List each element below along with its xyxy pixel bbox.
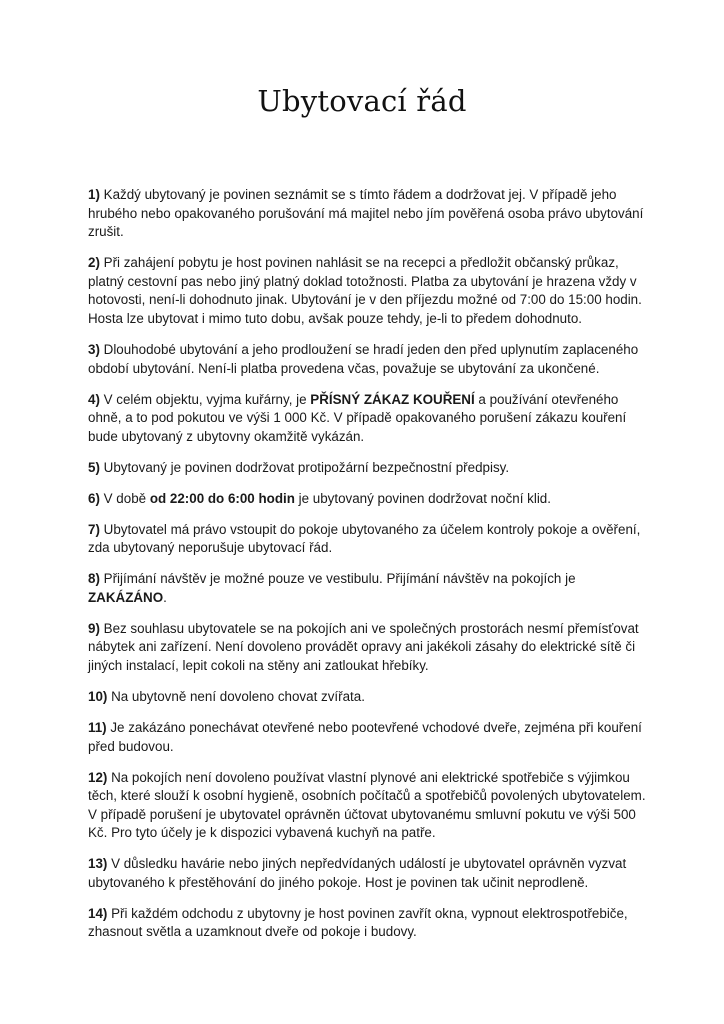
rule-item — [88, 620, 650, 676]
rule-text: Na pokojích není dovoleno používat vlastní plynové ani elektrické spotřebiče s výjimkou těch, které slouží k osobní hygieně, osobních počítačů a spotřebičů povolených ubytovatelem. V případě porušení je ubytovatel oprávněn účtovat ubytovanému smluvní pokutu ve výši 500 Kč. Pro tyto účely je k dispozici vybavená kuchyň na patře. — [88, 769, 646, 841]
rule-number: 7) — [88, 521, 100, 537]
rule-text: Každý ubytovaný je povinen seznámit se s tímto řádem a dodržovat jej. V případě jeho hrubého nebo opakovaného porušování má majitel nebo jím pověřená osoba právo ubytování zrušit. — [88, 187, 644, 240]
rule-number: 13) — [88, 856, 108, 872]
rule-item — [88, 769, 650, 843]
rule-number: 6) — [88, 490, 100, 506]
rule-item — [88, 855, 650, 892]
rule-text: V důsledku havárie nebo jiných nepředvídaných událostí je ubytovatel oprávněn vyzvat ubytovaného k přestěhování do jiného pokoje. Host je povinen tak učinit neprodleně. — [88, 856, 627, 890]
rule-number: 2) — [88, 255, 100, 271]
rule-number: 11) — [88, 719, 107, 735]
rule-text: a používání otevřeného ohně, a to pod pokutou ve výši 1 000 Kč. V případě opakovaného porušení zákazu kouření bude ubytovaný z ubytovny okamžitě vykázán. — [88, 391, 627, 444]
rule-number: 1) — [88, 187, 100, 202]
rule-text: Přijímání návštěv je možné pouze ve vestibulu. Přijímání návštěv na pokojích je — [99, 571, 576, 587]
rule-number: 4) — [88, 391, 100, 407]
rules-list — [88, 186, 650, 954]
rule-item — [88, 688, 650, 707]
rule-item — [88, 186, 650, 242]
rule-text: Při každém odchodu z ubytovny je host povinen zavřít okna, vypnout elektrospotřebiče, zhasnout světla a uzamknout dveře od pokoje i budovy. — [88, 905, 628, 940]
rule-item — [88, 459, 650, 478]
rule-text: Ubytovaný je povinen dodržovat protipožární bezpečnostní předpisy. — [99, 459, 510, 475]
rule-text: Dlouhodobé ubytování a jeho prodloužení se hradí jeden den před uplynutím zaplaceného období ubytování. Není-li platba provedena včas, považuje se ubytování za ukončené. — [88, 341, 639, 376]
rule-item — [88, 905, 650, 942]
rule-number: 5) — [88, 459, 100, 475]
rule-number: 3) — [88, 341, 100, 357]
rule-emphasis: PŘÍSNÝ ZÁKAZ KOUŘENÍ — [310, 391, 475, 407]
rule-text: V celém objektu, vyjma kuřárny, je — [99, 391, 311, 407]
rule-item — [88, 719, 650, 756]
rule-text: Je zakázáno ponechávat otevřené nebo pootevřené vchodové dveře, zejména při kouření před budovou. — [88, 719, 642, 754]
document-title: Ubytovací řád — [257, 84, 467, 118]
rule-text: Bez souhlasu ubytovatele se na pokojích ani ve společných prostorách nesmí přemísťovat nábytek ani zařízení. Není dovoleno provádět opravy ani jakékoli zásahy do elektrické sítě či jiných instalací, lepit cokoli na stěny ani zatloukat hřebíky. — [88, 620, 639, 673]
rule-number: 8) — [88, 571, 100, 587]
rule-item — [88, 570, 650, 607]
rule-number: 9) — [88, 620, 100, 636]
rule-number: 14) — [88, 905, 108, 921]
rule-item — [88, 521, 650, 558]
rule-number: 12) — [88, 769, 108, 785]
rule-text: . — [163, 589, 167, 605]
rule-text: Ubytovatel má právo vstoupit do pokoje ubytovaného za účelem kontroly pokoje a ověření, zda ubytovaný neporušuje ubytovací řád. — [88, 521, 641, 556]
rule-text: Při zahájení pobytu je host povinen nahlásit se na recepci a předložit občanský průkaz, platný cestovní pas nebo jiný platný doklad totožnosti. Platba za ubytování je hrazena vždy v hotovosti, není-li dohodnuto jinak. Ubytování je v den příjezdu možné od 7:00 do 15:00 hodin. Hosta lze ubytovat i mimo tuto dobu, avšak pouze tehdy, je-li to předem dohodnuto. — [88, 255, 642, 326]
rule-emphasis: od 22:00 do 6:00 hodin — [149, 490, 295, 506]
rule-text: je ubytovaný povinen dodržovat noční klid. — [294, 490, 551, 506]
rule-number: 10) — [88, 688, 108, 704]
rule-item — [88, 341, 650, 378]
rule-text: V době — [99, 490, 150, 506]
rule-text: Na ubytovně není dovoleno chovat zvířata. — [107, 688, 365, 704]
rule-emphasis: ZAKÁZÁNO — [88, 589, 164, 605]
rule-item — [88, 391, 650, 447]
rule-item — [88, 254, 650, 328]
rule-item — [88, 490, 650, 509]
